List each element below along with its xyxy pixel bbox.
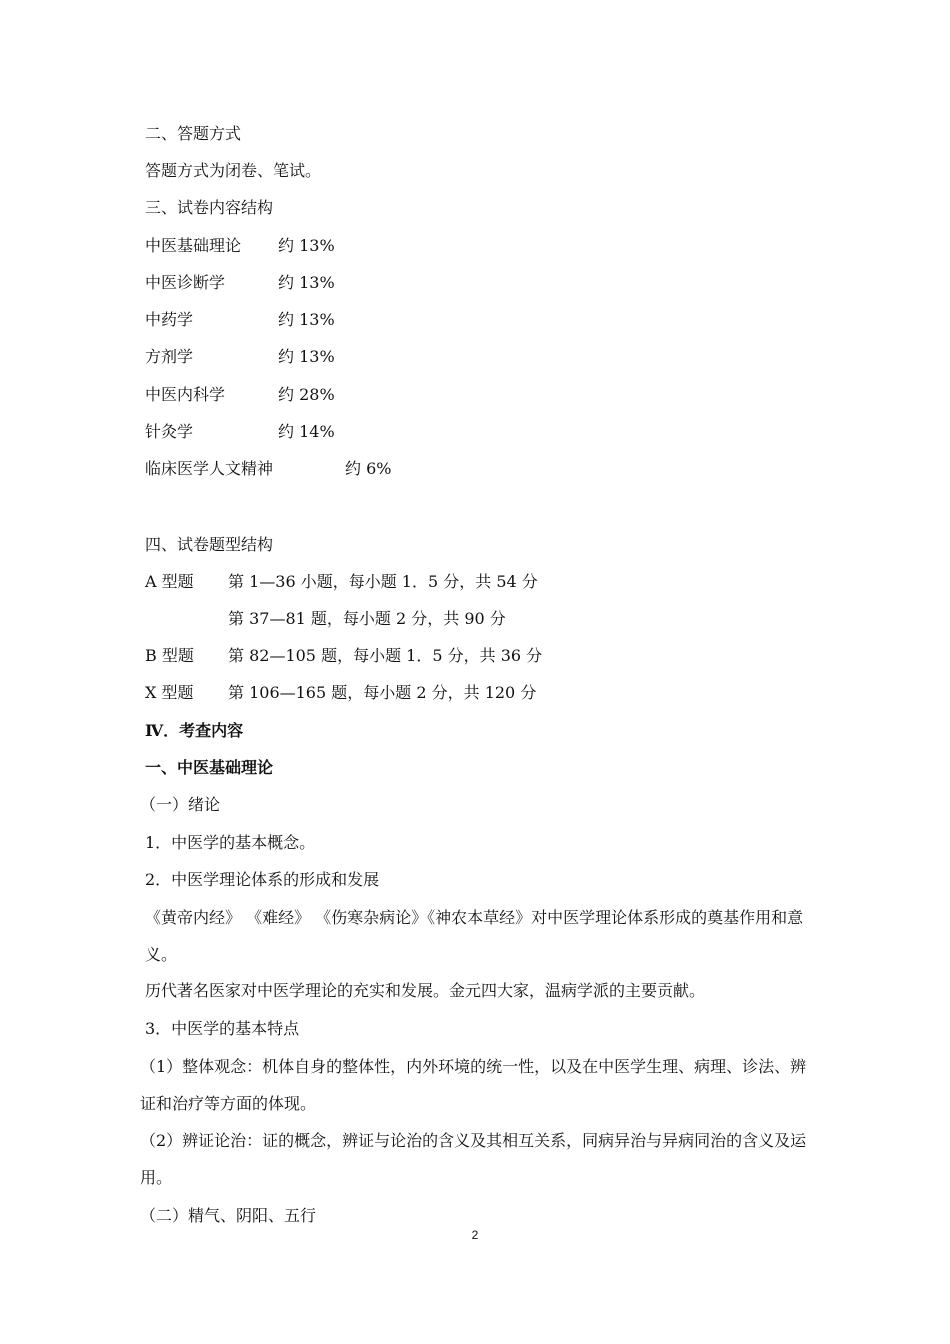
question-type-desc: 第 37—81 题，每小题 2 分，共 90 分	[228, 609, 506, 628]
answer-method-text: 答题方式为闭卷、笔试。	[145, 161, 322, 180]
subject-name: 方剂学	[145, 347, 194, 366]
item3: 3．中医学的基本特点	[145, 1019, 300, 1038]
item3-point1: （1）整体观念：机体自身的整体性，内外环境的统一性，以及在中医学生理、病理、诊法、辨证和治疗等方面的体现。	[140, 1057, 807, 1113]
question-type-label: X 型题	[145, 683, 194, 702]
part1-heading: 一、中医基础理论	[145, 758, 274, 777]
subject-percent: 约 13%	[278, 236, 335, 255]
subject-name: 临床医学人文精神	[145, 459, 274, 478]
subject-percent: 约 13%	[278, 310, 335, 329]
exam-content-heading: Ⅳ．考查内容	[145, 721, 244, 740]
subject-name: 中药学	[145, 310, 194, 329]
question-type-desc: 第 106—165 题，每小题 2 分，共 120 分	[228, 683, 537, 702]
subject-name: 中医基础理论	[145, 236, 242, 255]
content-structure-heading: 三、试卷内容结构	[145, 198, 274, 217]
subject-percent: 约 6%	[345, 459, 392, 478]
item3-point2: （2）辨证论治：证的概念，辨证与论治的含义及其相互关系，同病异治与异病同治的含义及运用。	[140, 1131, 807, 1187]
subject-name: 中医诊断学	[145, 273, 226, 292]
item2: 2．中医学理论体系的形成和发展	[145, 870, 380, 889]
subject-name: 针灸学	[145, 422, 194, 441]
question-type-desc: 第 1—36 小题，每小题 1．5 分，共 54 分	[228, 572, 538, 591]
sub1-heading: （一）绪论	[140, 795, 221, 814]
sub2-heading: （二）精气、阴阳、五行	[140, 1206, 317, 1225]
subject-percent: 约 13%	[278, 347, 335, 366]
subject-percent: 约 14%	[278, 422, 335, 441]
page-number: 2	[471, 1228, 479, 1242]
subject-percent: 约 28%	[278, 385, 335, 404]
question-type-desc: 第 82—105 题，每小题 1．5 分，共 36 分	[228, 646, 543, 665]
answer-method-heading: 二、答题方式	[145, 124, 242, 143]
subject-name: 中医内科学	[145, 385, 226, 404]
item2-text1: 《黄帝内经》 《难经》 《伤寒杂病论》《神农本草经》对中医学理论体系形成的奠基作用和意义。	[145, 908, 804, 964]
subject-percent: 约 13%	[278, 273, 335, 292]
item1: 1．中医学的基本概念。	[145, 833, 316, 852]
question-type-heading: 四、试卷题型结构	[145, 535, 274, 554]
item2-text2: 历代著名医家对中医学理论的充实和发展。金元四大家，温病学派的主要贡献。	[145, 981, 706, 1000]
question-type-label: A 型题	[145, 572, 194, 591]
question-type-label: B 型题	[145, 646, 194, 665]
